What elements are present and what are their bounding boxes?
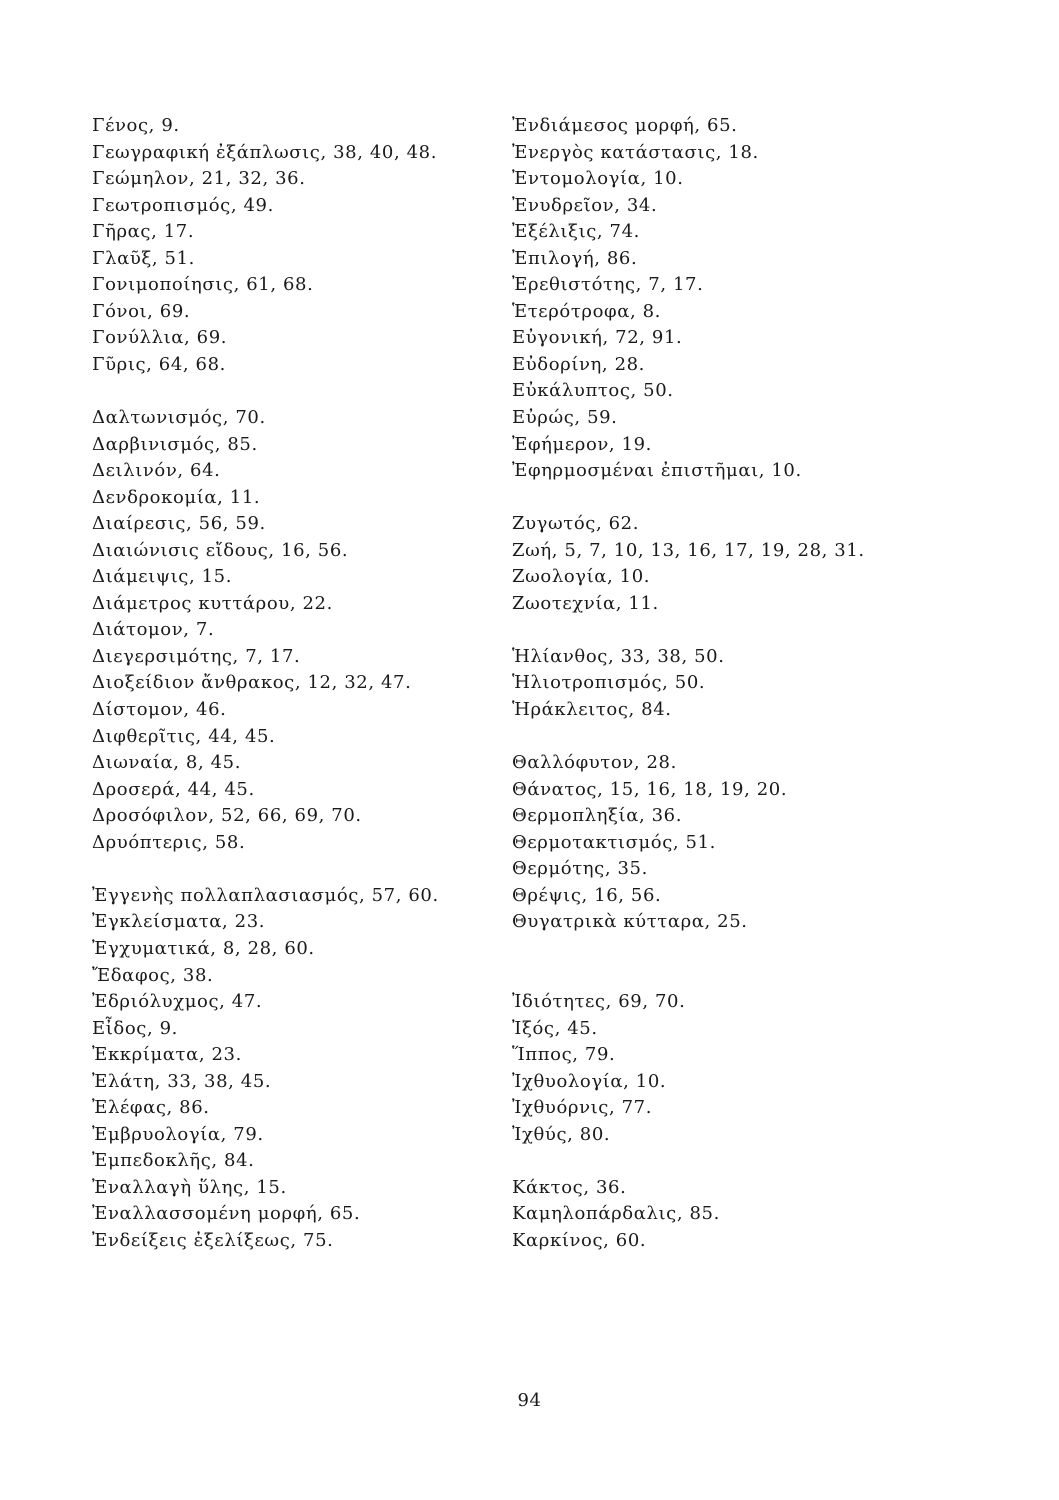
index-entry: Γεωγραφική ἐξάπλωσις, 38, 40, 48. — [92, 141, 438, 163]
index-entry: Δειλινόν, 64. — [92, 460, 221, 482]
index-entry: Εὐκάλυπτος, 50. — [512, 380, 674, 402]
index-entry: Ἵππος, 79. — [512, 1044, 616, 1066]
index-entry: Εὐγονική, 72, 91. — [512, 327, 683, 349]
index-entry: Ἐνδείξεις ἐξελίξεως, 75. — [92, 1229, 334, 1251]
index-entry: Διαιώνισις εἴδους, 16, 56. — [92, 539, 349, 561]
index-entry: Ἐναλλασσομένη μορφή, 65. — [92, 1203, 361, 1225]
index-entry: Ἐφηρμοσμέναι ἐπιστῆμαι, 10. — [512, 460, 802, 482]
index-entry: Γένος, 9. — [92, 115, 180, 136]
index-entry: Ἰχθύς, 80. — [512, 1123, 611, 1145]
index-entry: Εὐδορίνη, 28. — [512, 353, 645, 375]
index-entry: Ἐξέλιξις, 74. — [512, 221, 640, 243]
index-entry: Διάμειψις, 15. — [92, 566, 233, 588]
index-entry: Ἰξός, 45. — [512, 1017, 598, 1039]
index-entry: Δενδροκομία, 11. — [92, 486, 261, 508]
index-entry: Διφθερῖτις, 44, 45. — [92, 725, 276, 747]
index-entry: Δίστομον, 46. — [92, 699, 227, 721]
index-entry: Γλαῦξ, 51. — [92, 247, 195, 269]
index-entry: Ἐνδιάμεσος μορφή, 65. — [512, 115, 738, 136]
index-entry: Ἰχθυολογία, 10. — [512, 1070, 667, 1092]
index-entry: Ἐλέφας, 86. — [92, 1097, 210, 1119]
index-entry: Ζωή, 5, 7, 10, 13, 16, 17, 19, 28, 31. — [512, 539, 865, 561]
index-entry: Γῆρας, 17. — [92, 221, 195, 243]
index-entry: Θυγατρικὰ κύτταρα, 25. — [512, 911, 748, 933]
index-entry: Ἐγγενὴς πολλαπλασιασμός, 57, 60. — [92, 884, 439, 906]
index-entry: Ἐκκρίματα, 23. — [92, 1044, 242, 1066]
section-gap — [512, 963, 1032, 990]
index-entry: Θερμότης, 35. — [512, 858, 648, 880]
index-entry: Γονιμοποίησις, 61, 68. — [92, 274, 314, 296]
index-entry: Ἐγκλείσματα, 23. — [92, 911, 266, 933]
index-entry: Ἑτερότροφα, 8. — [512, 300, 661, 322]
index-entry: Ἐναλλαγὴ ὕλης, 15. — [92, 1176, 287, 1198]
index-entry: Ἡλιοτροπισμός, 50. — [512, 672, 706, 694]
index-entry: Ἡλίανθος, 33, 38, 50. — [512, 645, 725, 667]
section-gap — [92, 856, 512, 883]
index-entry: Γονύλλια, 69. — [92, 327, 228, 349]
index-entry: Ἐγχυματικά, 8, 28, 60. — [92, 937, 315, 959]
index-entry: Θρέψις, 16, 56. — [512, 884, 662, 906]
index-entry: Ἡράκλειτος, 84. — [512, 699, 672, 721]
index-entry: Ζωολογία, 10. — [512, 566, 651, 588]
index-entry: Γεώμηλον, 21, 32, 36. — [92, 168, 306, 190]
index-entry: Θερμοπληξία, 36. — [512, 805, 683, 827]
index-entry: Διωναία, 8, 45. — [92, 752, 242, 774]
index-entry: Διάμετρος κυττάρου, 22. — [92, 592, 333, 614]
index-entry: Κάκτος, 36. — [512, 1176, 627, 1198]
index-entry: Εὐρώς, 59. — [512, 407, 618, 429]
index-entry: Ἐδριόλυχμος, 47. — [92, 991, 263, 1013]
section-gap — [512, 617, 1032, 644]
index-entry: Δροσερά, 44, 45. — [92, 778, 255, 800]
index-entry: Ζυγωτός, 62. — [512, 513, 640, 535]
index-entry: Ἐνυδρεῖον, 34. — [512, 194, 658, 216]
index-entry: Γεωτροπισμός, 49. — [92, 194, 274, 216]
index-column-left — [92, 113, 512, 1255]
index-entry: Διαίρεσις, 56, 59. — [92, 513, 266, 535]
index-entry: Θάνατος, 15, 16, 18, 19, 20. — [512, 778, 788, 800]
index-entry: Θαλλόφυτον, 28. — [512, 752, 677, 774]
index-entry: Δαλτωνισμός, 70. — [92, 407, 266, 429]
index-column-right — [512, 113, 1032, 1255]
index-entry: Ἔδαφος, 38. — [92, 964, 214, 986]
section-gap — [92, 378, 512, 405]
index-entry: Γῦρις, 64, 68. — [92, 353, 226, 375]
index-entry: Ἐνεργὸς κατάστασις, 18. — [512, 141, 759, 163]
index-entry: Διοξείδιον ἄνθρακος, 12, 32, 47. — [92, 672, 412, 694]
index-entry: Ζωοτεχνία, 11. — [512, 592, 659, 614]
index-entry: Καμηλοπάρδαλις, 85. — [512, 1203, 720, 1225]
index-entry: Δαρβινισμός, 85. — [92, 433, 258, 455]
index-entry: Ἐμπεδοκλῆς, 84. — [92, 1150, 255, 1172]
index-entry: Καρκίνος, 60. — [512, 1229, 647, 1251]
index-entry: Θερμοτακτισμός, 51. — [512, 831, 716, 853]
section-gap — [512, 1148, 1032, 1175]
index-entry: Γόνοι, 69. — [92, 300, 191, 322]
index-entry: Ἐμβρυολογία, 79. — [92, 1123, 264, 1145]
section-gap — [512, 936, 1032, 963]
index-entry: Ἰδιότητες, 69, 70. — [512, 991, 686, 1013]
index-entry: Ἐρεθιστότης, 7, 17. — [512, 274, 704, 296]
index-entry: Δρυόπτερις, 58. — [92, 831, 246, 853]
index-entry: Δροσόφιλον, 52, 66, 69, 70. — [92, 805, 362, 827]
index-entry: Διεγερσιμότης, 7, 17. — [92, 645, 301, 667]
page-number: 94 — [517, 1390, 542, 1411]
section-gap — [512, 724, 1032, 751]
index-entry: Ἰχθυόρνις, 77. — [512, 1097, 653, 1119]
index-entry: Ἐφήμερον, 19. — [512, 433, 652, 455]
index-entry: Ἐντομολογία, 10. — [512, 168, 684, 190]
index-entry: Διάτομον, 7. — [92, 619, 215, 641]
index-entry: Εἶδος, 9. — [92, 1017, 178, 1039]
index-entry: Ἐπιλογή, 86. — [512, 247, 638, 269]
index-entry: Ἐλάτη, 33, 38, 45. — [92, 1070, 272, 1092]
section-gap — [512, 485, 1032, 512]
